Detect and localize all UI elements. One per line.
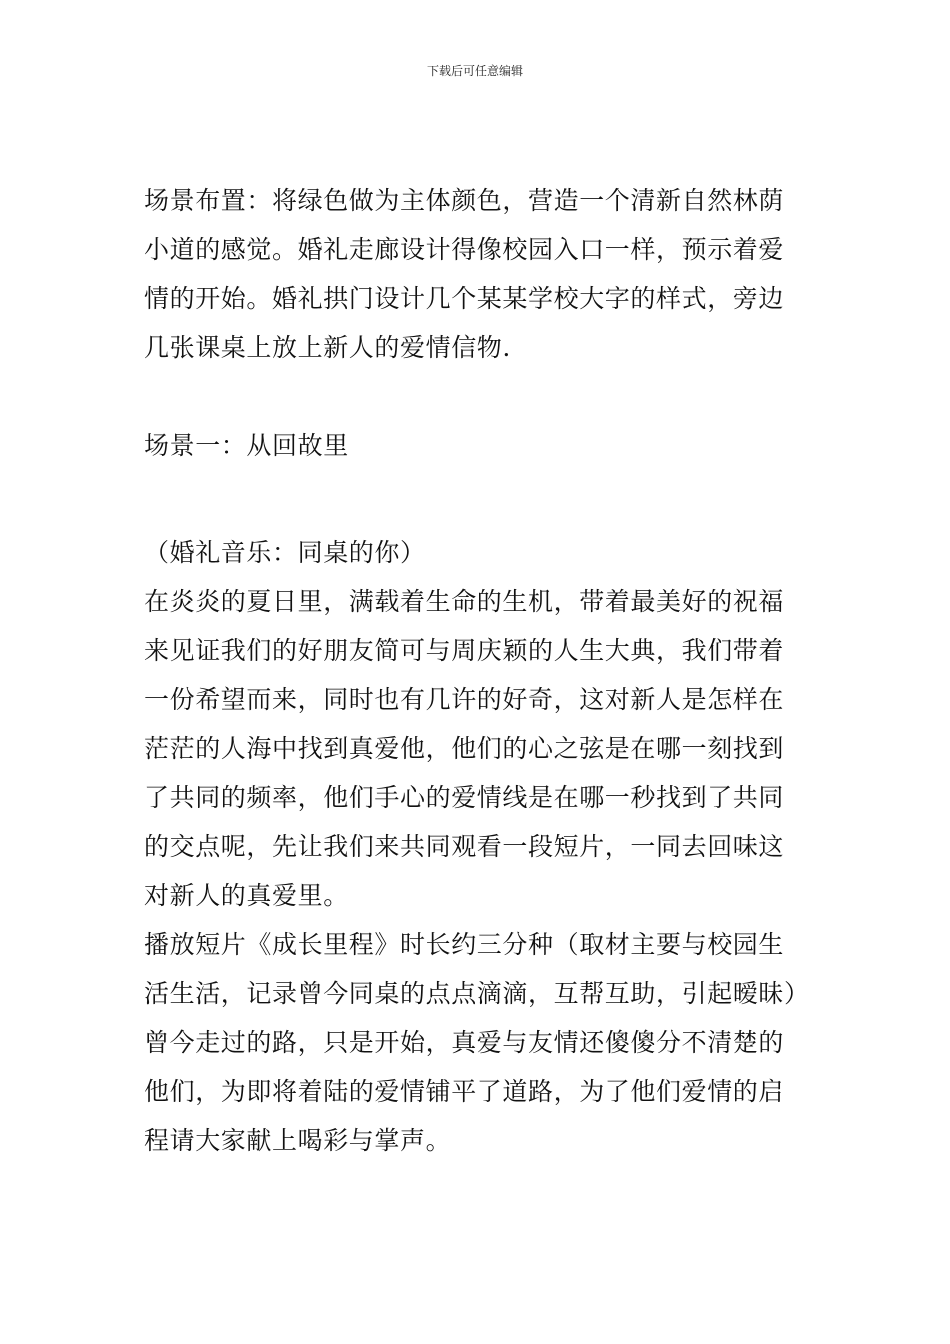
paragraph-opening-speech: 在炎炎的夏日里，满载着生命的生机，带着最美好的祝福来见证我们的好朋友简可与周庆颖的人生大典，我们带着一份希望而来，同时也有几许的好奇，这对新人是怎样在茫茫的人海中找到真爱他，他们的心之弦是在哪一刻找到了共同的频率，他们手心的爱情线是在哪一秒找到了共同的交点呢，先让我们来共同观看一段短片，一同去回味这对新人的真爱里。 (144, 587, 785, 910)
paragraph-music-note: （婚礼音乐：同桌的你） (144, 538, 426, 567)
page-header: 下载后可任意编辑 (426, 64, 523, 78)
document-body (144, 176, 808, 1165)
paragraph-video-note: 播放短片《成长里程》时长约三分种（取材主要与校园生活生活，记录曾今同桌的点点滴滴，互帮互助，引起暧昧） (144, 930, 810, 1008)
paragraph-scene-setup: 场景布置：将绿色做为主体颜色，营造一个清新自然林荫小道的感觉。婚礼走廊设计得像校园入口一样，预示着爱情的开始。婚礼拱门设计几个某某学校大字的样式，旁边几张课桌上放上新人的爱情信物. (144, 186, 785, 362)
paragraph-closing-speech: 曾今走过的路，只是开始，真爱与友情还傻傻分不清楚的他们，为即将着陆的爱情铺平了道路，为了他们爱情的启程请大家献上喝彩与掌声。 (144, 1028, 785, 1155)
paragraph-scene-one-title: 场景一：从回故里 (144, 431, 349, 460)
